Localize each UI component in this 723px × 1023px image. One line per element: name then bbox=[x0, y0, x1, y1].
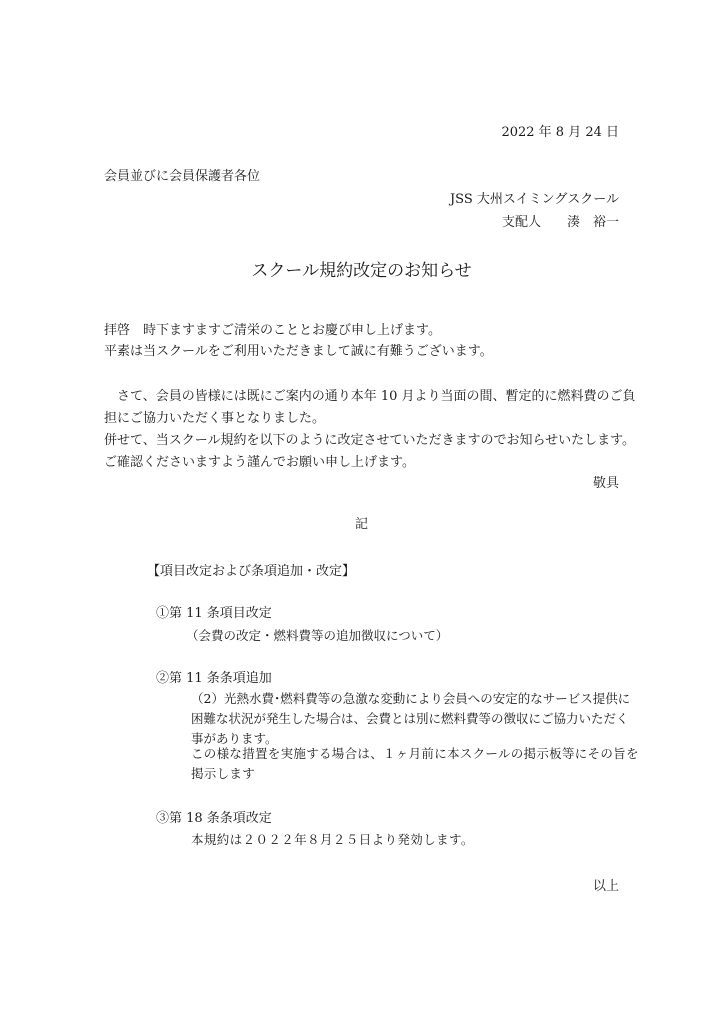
document-title: スクール規約改定のお知らせ bbox=[251, 261, 472, 281]
body-paragraph-line: 担にご協力いただく事となりました。 bbox=[104, 411, 326, 426]
sender-organization: JSS 大州スイミングスクール bbox=[449, 192, 619, 207]
document-date: 2022 年 8 月 24 日 bbox=[501, 125, 619, 140]
item-text: 事があります。 bbox=[191, 731, 278, 746]
recipient-line: 会員並びに会員保護者各位 bbox=[104, 169, 261, 184]
greeting-line: 平素は当スクールをご利用いただきまして誠に有難うございます。 bbox=[104, 344, 493, 359]
body-paragraph: 併せて、当スクール規約を以下のように改定させていただきますのでお知らせいたします。 bbox=[104, 433, 636, 448]
closing-ijou: 以上 bbox=[592, 879, 619, 894]
sender-representative: 支配人 湊 裕一 bbox=[501, 215, 619, 230]
item-text: この様な措置を実施する場合は、１ヶ月前に本スクールの掲示板等にその旨を bbox=[191, 746, 639, 761]
item-text: （会費の改定・燃料費等の追加徴収について） bbox=[186, 628, 449, 643]
item-text: （2）光熱水費･燃料費等の急激な変動により会員への安定的なサービス提供に bbox=[191, 691, 631, 706]
item-heading: ①第 11 条項目改定 bbox=[156, 606, 272, 621]
ki-heading: 記 bbox=[354, 517, 368, 532]
item-heading: ②第 11 条条項追加 bbox=[156, 671, 272, 686]
section-heading: 【項目改定および条項追加・改定】 bbox=[147, 564, 356, 579]
greeting-line: 拝啓 時下ますますご清栄のこととお慶び申し上げます。 bbox=[104, 323, 441, 338]
body-paragraph-line: さて、会員の皆様には既にご案内の通り本年 10 月より当面の間、暫定的に燃料費のご負 bbox=[104, 389, 636, 404]
item-text: 掲示します bbox=[191, 766, 256, 781]
closing-keigu: 敬具 bbox=[592, 476, 619, 491]
body-paragraph: ご確認くださいますよう謹んでお願い申し上げます。 bbox=[104, 455, 415, 470]
item-text: 本規約は２０２２年８月２５日より発効します。 bbox=[191, 832, 474, 847]
item-text: 困難な状況が発生した場合は、会費とは別に燃料費等の徴収にご協力いただく bbox=[191, 711, 629, 726]
item-heading: ③第 18 条条項改定 bbox=[156, 811, 272, 826]
